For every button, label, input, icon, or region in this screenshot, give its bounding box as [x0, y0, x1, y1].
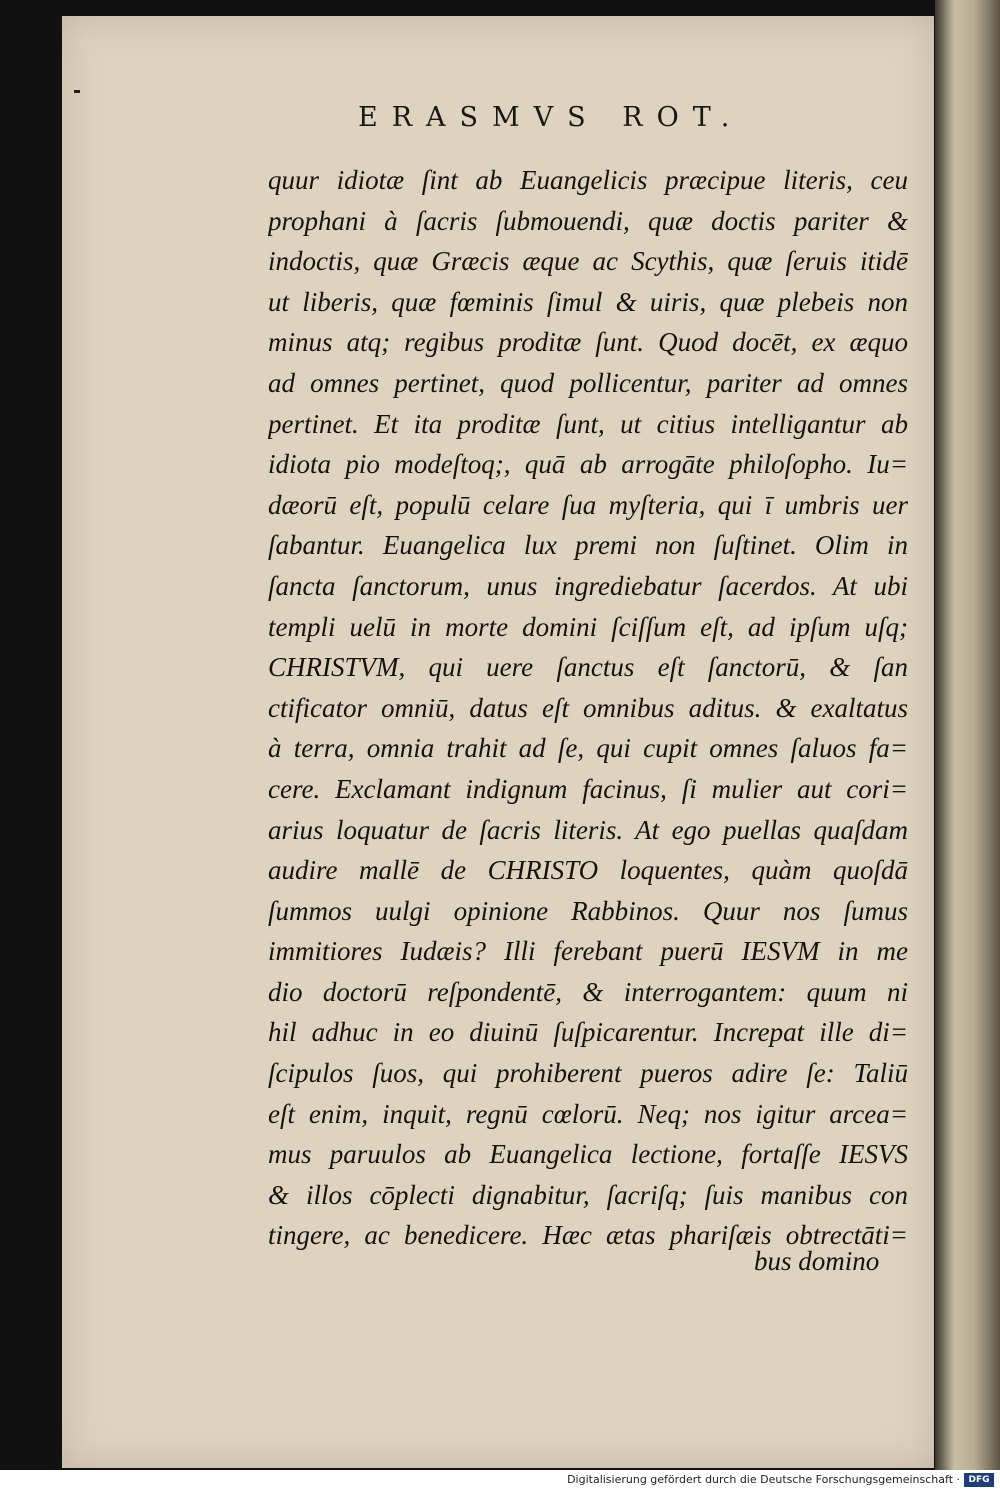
footer-credit: Digitalisierung gefördert durch die Deutsche Forschungsgemeinschaft ·	[567, 1473, 960, 1486]
text-line: à terra, omnia trahit ad ſe, qui cupit omnes ſaluos fa=	[268, 733, 908, 764]
text-line: audire mallē de CHRISTO loquentes, quàm quoſdā	[268, 855, 908, 886]
text-line: dio doctorū reſpondentē, & interrogantem: quum ni	[268, 976, 908, 1007]
text-line: & illos cōplecti dignabitur, ſacriſq; ſuis manibus con	[268, 1179, 908, 1210]
catchword: bus domino	[754, 1246, 880, 1276]
text-line: idiota pio modeſtoq;, quā ab arrogāte philoſopho. Iu=	[268, 449, 908, 480]
text-line: ad omnes pertinet, quod pollicentur, pariter ad omnes	[268, 367, 908, 398]
text-line: mus paruulos ab Euangelica lectione, fortaſſe IESVS	[268, 1139, 908, 1170]
text-line: ctificator omniū, datus eſt omnibus aditus. & exaltatus	[268, 692, 908, 723]
book-fore-edge	[935, 0, 1000, 1470]
margin-mark	[74, 90, 80, 93]
dfg-logo: DFG	[964, 1473, 994, 1487]
text-line: quur idiotæ ſint ab Euangelicis præcipue literis, ceu	[268, 165, 908, 195]
text-line: immitiores Iudæis? Illi ferebant puerū IESVM in me	[268, 936, 908, 967]
text-line: eſt enim, inquit, regnū cœlorū. Neq; nos igitur arcea=	[268, 1098, 908, 1129]
text-line: minus atq; regibus proditæ ſunt. Quod docēt, ex æquo	[268, 327, 908, 358]
text-line: ſcipulos ſuos, qui prohiberent pueros adire ſe: Taliū	[268, 1058, 908, 1089]
running-head: ERASMVS ROT.	[358, 102, 744, 133]
text-line: arius loquatur de ſacris literis. At ego puellas quaſdam	[268, 814, 908, 845]
text-line: CHRISTVM, qui uere ſanctus eſt ſanctorū, & ſan	[268, 652, 908, 683]
body-text	[268, 160, 908, 1256]
text-line: ſancta ſanctorum, unus ingrediebatur ſacerdos. At ubi	[268, 570, 908, 601]
text-line: ſummos uulgi opinione Rabbinos. Quur nos ſumus	[268, 895, 908, 926]
text-line: ut liberis, quæ fœminis ſimul & uiris, quæ plebeis non	[268, 286, 908, 317]
text-line: prophani à ſacris ſubmouendi, quæ doctis pariter &	[268, 205, 908, 236]
text-line: indoctis, quæ Græcis æque ac Scythis, quæ ſeruis itidē	[268, 246, 908, 277]
text-line: dæorū eſt, populū celare ſua myſteria, qui ī umbris uer	[268, 489, 908, 520]
footer-bar	[0, 1470, 1000, 1491]
text-line: templi uelū in morte domini ſciſſum eſt, ad ipſum uſq;	[268, 611, 908, 642]
text-line: hil adhuc in eo diuinū ſuſpicarentur. Increpat ille di=	[268, 1017, 908, 1048]
text-line: cere. Exclamant indignum facinus, ſi mulier aut cori=	[268, 773, 908, 804]
text-line: pertinet. Et ita proditæ ſunt, ut citius intelligantur ab	[268, 408, 908, 439]
text-line: ſabantur. Euangelica lux premi non ſuſtinet. Olim in	[268, 530, 908, 561]
text-line: tingere, ac benedicere. Hæc ætas phariſæis obtrectāti=	[268, 1220, 908, 1251]
